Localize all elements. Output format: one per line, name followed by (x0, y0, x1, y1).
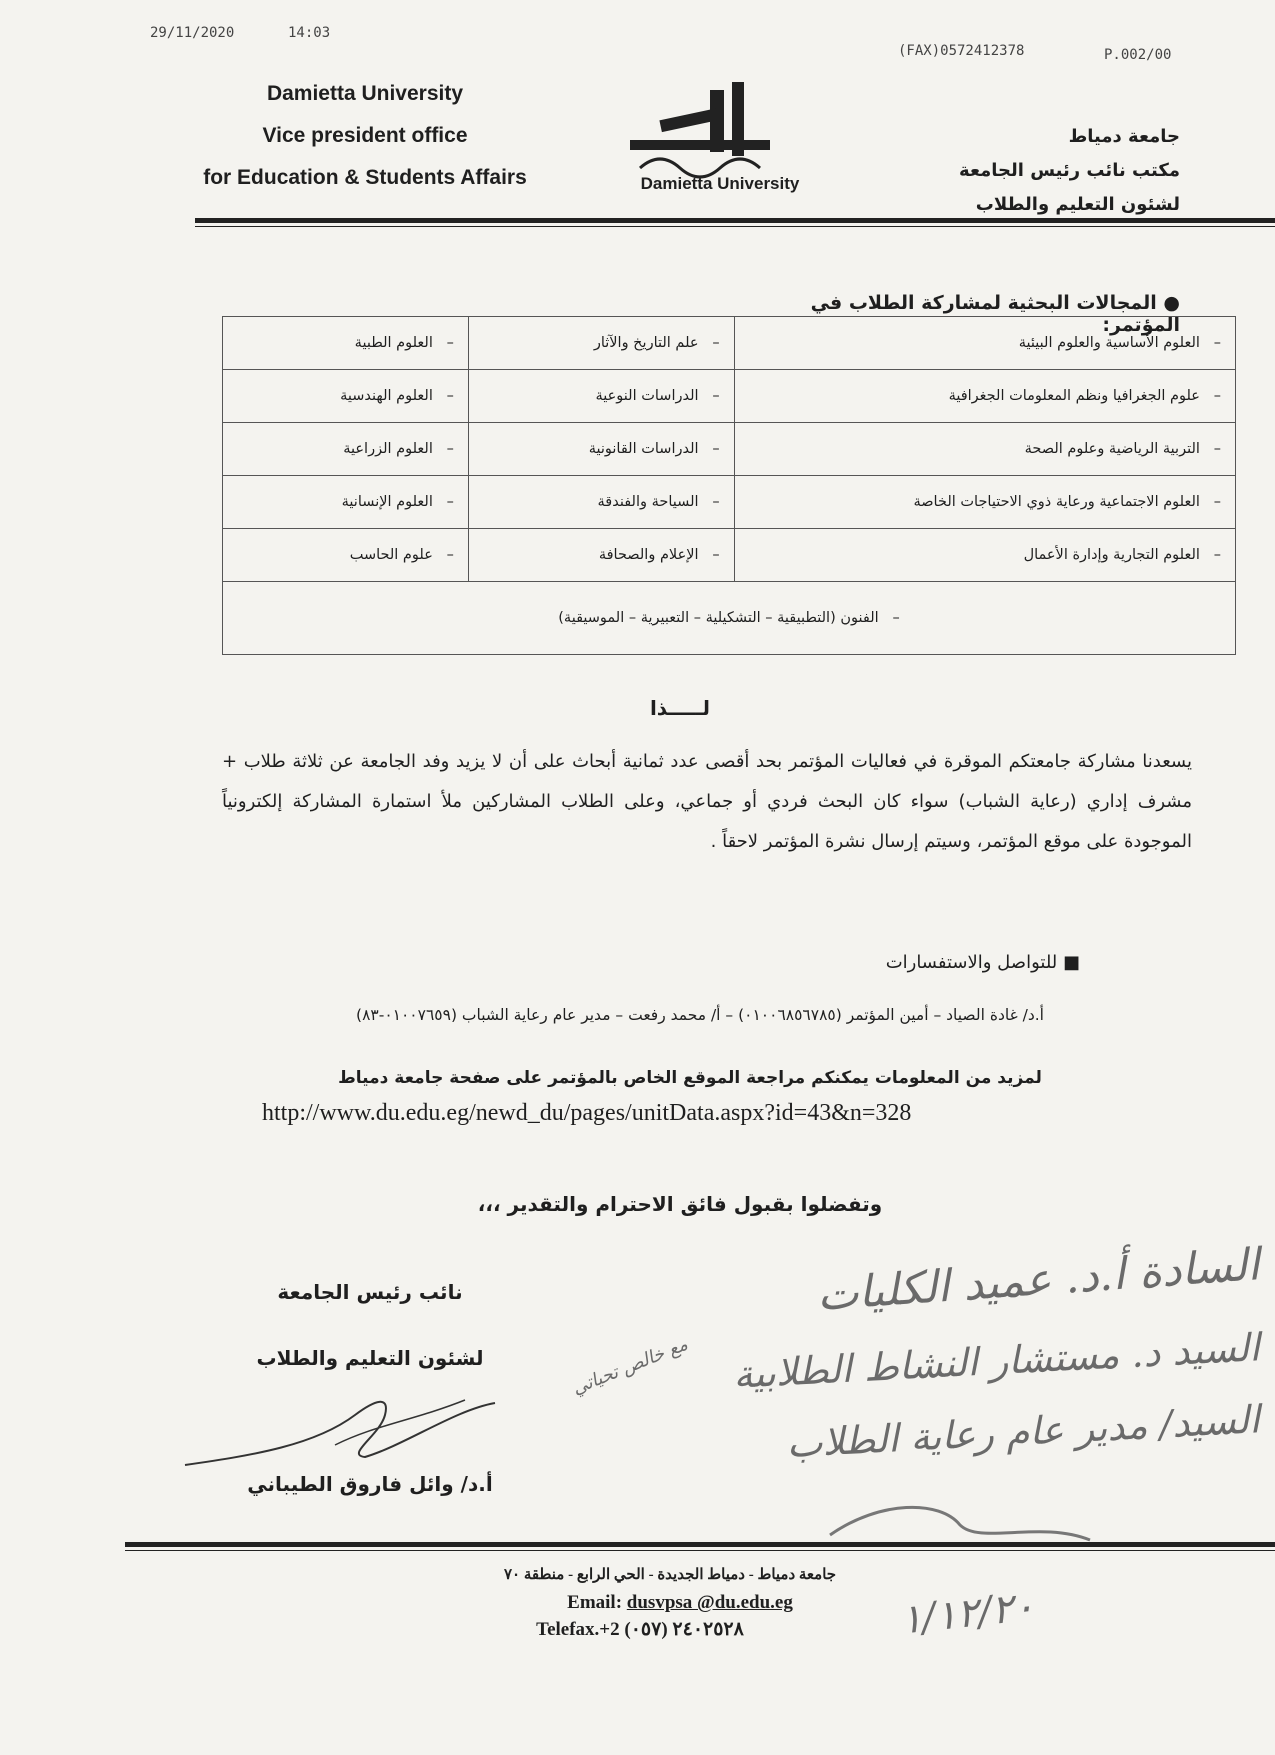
footer-email-link[interactable]: dusvpsa @du.edu.eg (626, 1592, 793, 1613)
table-row (223, 582, 1236, 655)
table-row (223, 370, 1236, 423)
letterhead-ar-line3: لشئون التعليم والطلاب (975, 194, 1180, 215)
more-info-text: لمزيد من المعلومات يمكنكم مراجعة الموقع الخاص بالمؤتمر على صفحة جامعة دمياط (338, 1068, 1042, 1088)
contact-title: للتواصل والاستفسارات (885, 952, 1058, 973)
table-cell: – علوم الجغرافيا ونظم المعلومات الجغرافية (734, 370, 1235, 423)
handwritten-line-2: السيد د. مستشار النشاط الطلابية (732, 1325, 1261, 1397)
contact-heading (700, 952, 1080, 973)
fax-date: 29/11/2020 (150, 25, 235, 41)
table-cell: – علم التاريخ والآثار (468, 317, 734, 370)
contact-line: أ.د/ غادة الصياد – أمين المؤتمر (٠١٠٠٦٨٥٦٧٨٥) – أ/ محمد رفعت – مدير عام رعاية الشباب (٠١٠٠٧٦٥٩-٨٣) (356, 1006, 1044, 1024)
table-cell: – علوم الحاسب (223, 529, 469, 582)
table-cell: – العلوم الزراعية (223, 423, 469, 476)
fax-page: P.002/00 (1104, 47, 1172, 63)
handwritten-note: مع خالص تحياتي (569, 1333, 691, 1400)
letterhead-en-line2: Vice president office (262, 124, 468, 147)
handwritten-line-3: السيد/ مدير عام رعاية الطلاب (785, 1397, 1261, 1467)
letterhead-ar-line1: جامعة دمياط (1068, 126, 1180, 147)
signatory-title-2: لشئون التعليم والطلاب (256, 1346, 484, 1370)
fax-number: (FAX)0572412378 (898, 43, 1025, 59)
handwritten-flourish-icon (820, 1480, 1100, 1550)
signatory-name: أ.د/ وائل فاروق الطيباني (247, 1472, 493, 1496)
handwritten-line-1: السادة أ.د. عميد الكليات (815, 1239, 1262, 1322)
table-cell: – الدراسات النوعية (468, 370, 734, 423)
bullet-icon: ● (1156, 292, 1180, 314)
table-cell: – العلوم التجارية وإدارة الأعمال (734, 529, 1235, 582)
table-row (223, 423, 1236, 476)
square-bullet-icon: ■ (1057, 952, 1080, 973)
table-cell: – العلوم الطبية (223, 317, 469, 370)
footer-email (430, 1592, 930, 1614)
letterhead-en-line1: Damietta University (266, 82, 464, 105)
table-row (223, 529, 1236, 582)
header-divider (195, 218, 1275, 223)
signature-scribble-icon (175, 1385, 505, 1475)
fax-time: 14:03 (288, 25, 331, 41)
footer-address: جامعة دمياط - دمياط الجديدة - الحي الرابع - منطقة ٧٠ (503, 1567, 837, 1583)
letterhead-arabic (900, 120, 1180, 222)
body-paragraph: يسعدنا مشاركة جامعتكم الموقرة في فعاليات المؤتمر بحد أقصى عدد ثمانية أبحاث على أن لا يزيد وفد الجامعة عن ثلاثة طلاب + مشرف إداري (رعاية الشباب) سواء كان البحث فردي أو جماعي، وعلى الطلاب المشاركين ملأ استمارة المشاركة إلكترونياً الموجودة على موقع المؤتمر، وسيتم إرسال نشرة المؤتمر لاحقاً . (222, 751, 1192, 852)
table-cell-arts: – الفنون (التطبيقية – التشكيلية – التعبيرية – الموسيقية) (223, 582, 1236, 655)
research-fields-title: المجالات البحثية لمشاركة الطلاب في المؤتمر: (810, 292, 1180, 336)
table-cell: – العلوم الإنسانية (223, 476, 469, 529)
closing-text: وتفضلوا بقبول فائق الاحترام والتقدير ،،، (477, 1192, 883, 1216)
signatory-title-1: نائب رئيس الجامعة (277, 1280, 463, 1304)
footer-divider (125, 1542, 1275, 1547)
table-cell: – الدراسات القانونية (468, 423, 734, 476)
table-cell: – العلوم الاجتماعية ورعاية ذوي الاحتياجات الخاصة (734, 476, 1235, 529)
table-cell: – العلوم الهندسية (223, 370, 469, 423)
table-cell: – السياحة والفندقة (468, 476, 734, 529)
table-cell: – التربية الرياضية وعلوم الصحة (734, 423, 1235, 476)
footer-divider-thin (125, 1550, 1275, 1551)
letterhead-en-line3: for Education & Students Affairs (203, 166, 527, 189)
table-cell: – الإعلام والصحافة (468, 529, 734, 582)
university-logo (600, 82, 840, 202)
lehatha-heading: لـــــذا (649, 696, 711, 720)
table-row (223, 317, 1236, 370)
letterhead-english (155, 73, 575, 199)
logo-english-text: Damietta University (640, 174, 800, 193)
letterhead-ar-line2: مكتب نائب رئيس الجامعة (959, 160, 1180, 181)
header-divider-thin (195, 226, 1275, 227)
table-row (223, 476, 1236, 529)
research-fields-table (222, 316, 1236, 655)
footer-email-label: Email: (567, 1592, 623, 1613)
handwritten-date: ١/١٢/٢٠ (898, 1583, 1037, 1644)
table-cell: – العلوم الأساسية والعلوم البيئية (734, 317, 1235, 370)
footer-telefax: Telefax.+2 (٠٥٧) ٢٤٠٢٥٢٨ (536, 1619, 744, 1640)
conference-url-link[interactable]: http://www.du.edu.eg/newd_du/pages/unitData.aspx?id=43&n=328 (262, 1100, 912, 1126)
